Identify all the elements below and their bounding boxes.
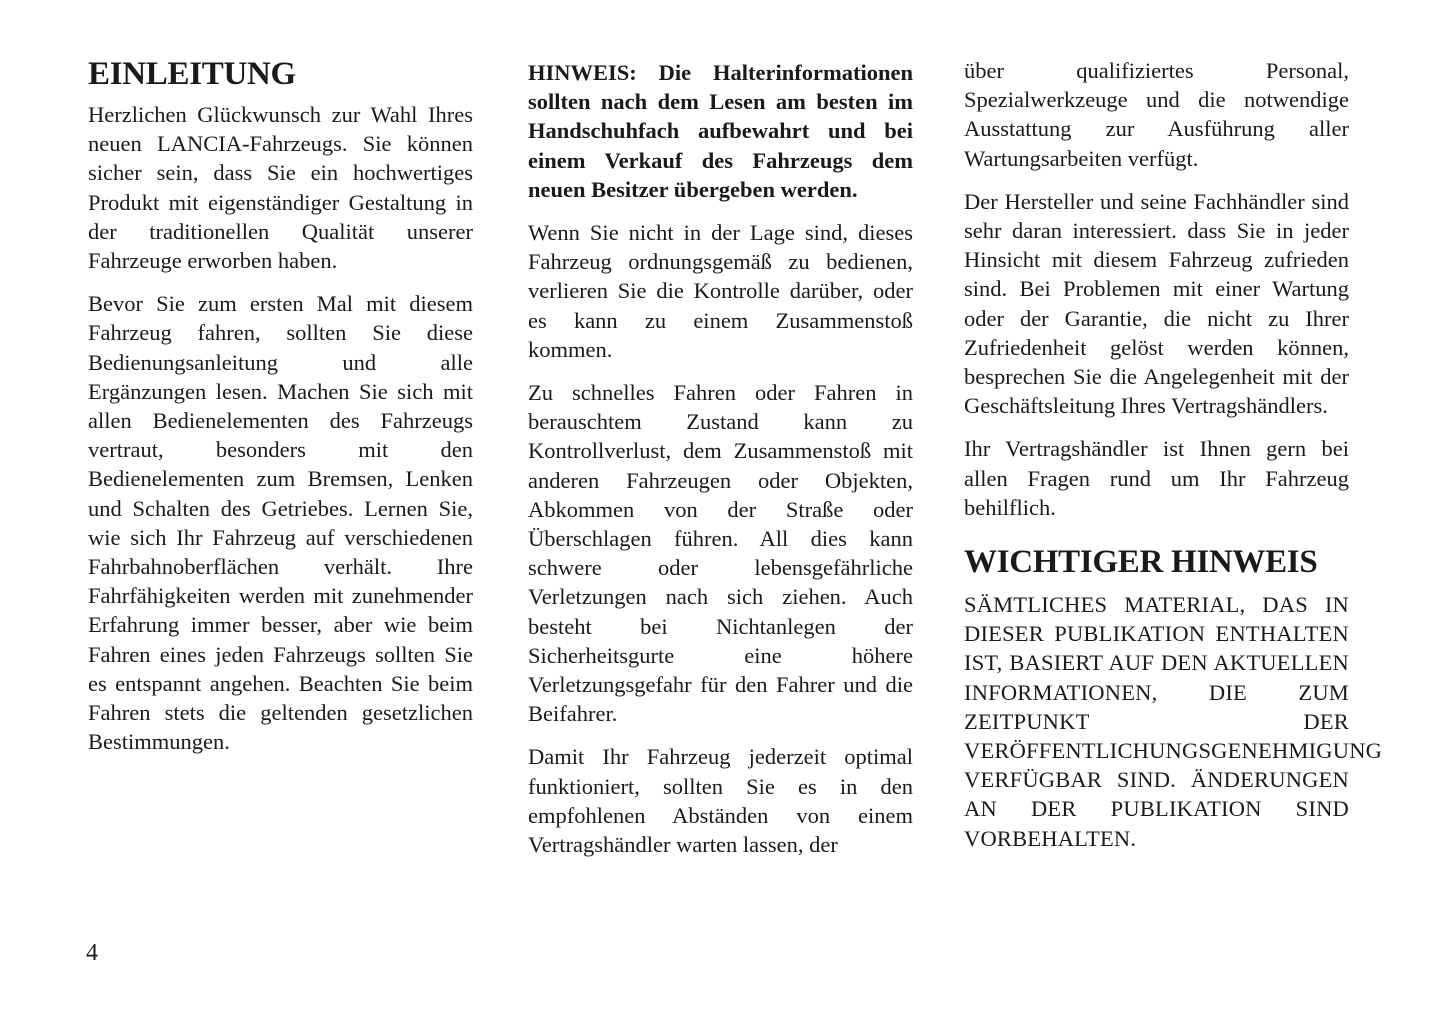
column-left [88,56,473,770]
paragraph-disclaimer: SÄMTLICHES MATERIAL, DAS IN DIESER PUBLIKATION ENTHALTEN IST, BASIERT AUF DEN AKTUELLEN INFORMATIONEN, DIE ZUM ZEITPUNKT DER VERÖFFENTLICHUNGSGENEHMIGUNG VERFÜGBAR SIND. ÄNDERUNGEN AN DER PUBLIKATION SIND VORBEHALTEN. [964,592,1383,851]
paragraph-before-driving: Bevor Sie zum ersten Mal mit diesem Fahrzeug fahren, sollten Sie diese Bedienungsanleitung und alle Ergänzungen lesen. Machen Sie sich mit allen Bedienelementen des Fahrzeugs vertraut, besonders mit den Bedienelementen zum Bremsen, Lenken und Schalten des Getriebes. Lernen Sie, wie sich Ihr Fahrzeug auf verschiedenen Fahrbahnoberflächen verhält. Ihre Fahrfähigkeiten werden mit zunehmender Erfahrung immer besser, aber wie beim Fahren eines jeden Fahrzeugs sollten Sie es entspannt angehen. Beachten Sie beim Fahren stets die geltenden gesetzlichen Bestimmungen. [88,291,473,755]
page-number: 4 [86,940,98,966]
note-owner-info: HINWEIS: Die Halterinformationen sollten nach dem Lesen am besten im Handschuhfach aufbewahrt und bei einem Verkauf des Fahrzeugs dem neuen Besitzer übergeben werden. [528,60,913,202]
section-heading-einleitung: EINLEITUNG [88,56,296,92]
paragraph-manufacturer: Der Hersteller und seine Fachhändler sind sehr daran interessiert. dass Sie in jeder Hinsicht mit diesem Fahrzeug zufrieden sind. Bei Problemen mit einer Wartung oder der Garantie, die nicht zu Ihrer Zufriedenheit gelöst werden können, besprechen Sie die Angelegenheit mit der Geschäftsleitung Ihres Vertragshändlers. [964,188,1349,419]
paragraph-speeding: Zu schnelles Fahren oder Fahren in berauschtem Zustand kann zu Kontrollverlust, dem Zusammenstoß mit anderen Fahrzeugen oder Objekten, Abkommen von der Straße oder Überschlagen führen. All dies kann schwere oder lebensgefährliche Verletzungen nach sich ziehen. Auch besteht bei Nichtanlegen der Sicherheitsgurte eine höhere Verletzungsgefahr für den Fahrer und die Beifahrer. [528,380,913,727]
paragraph-loss-of-control: Wenn Sie nicht in der Lage sind, dieses Fahrzeug ordnungsgemäß zu bedienen, verlieren Sie die Kontrolle darüber, oder es kann zu einem Zusammenstoß kommen. [528,220,913,362]
paragraph-welcome: Herzlichen Glückwunsch zur Wahl Ihres neuen LANCIA-Fahrzeugs. Sie können sicher sein, dass Sie ein hochwertiges Produkt mit eigenständiger Gestaltung in der traditionellen Qualität unserer Fahrzeuge erworben haben. [88,102,473,274]
section-heading-wichtiger-hinweis: WICHTIGER HINWEIS [964,544,1318,581]
column-middle [528,58,913,873]
paragraph-maintenance: Damit Ihr Fahrzeug jederzeit optimal funktioniert, sollten Sie es in den empfohlenen Abständen von einem Vertragshändler warten lassen, der [528,744,913,858]
paragraph-qualified-staff: über qualifiziertes Personal, Spezialwerkzeuge und die notwendige Ausstattung zur Ausführung aller Wartungsarbeiten verfügt. [964,58,1349,171]
column-right [964,56,1383,867]
paragraph-dealer-help: Ihr Vertragshändler ist Ihnen gern bei allen Fragen rund um Ihr Fahrzeug behilflich. [964,436,1349,520]
